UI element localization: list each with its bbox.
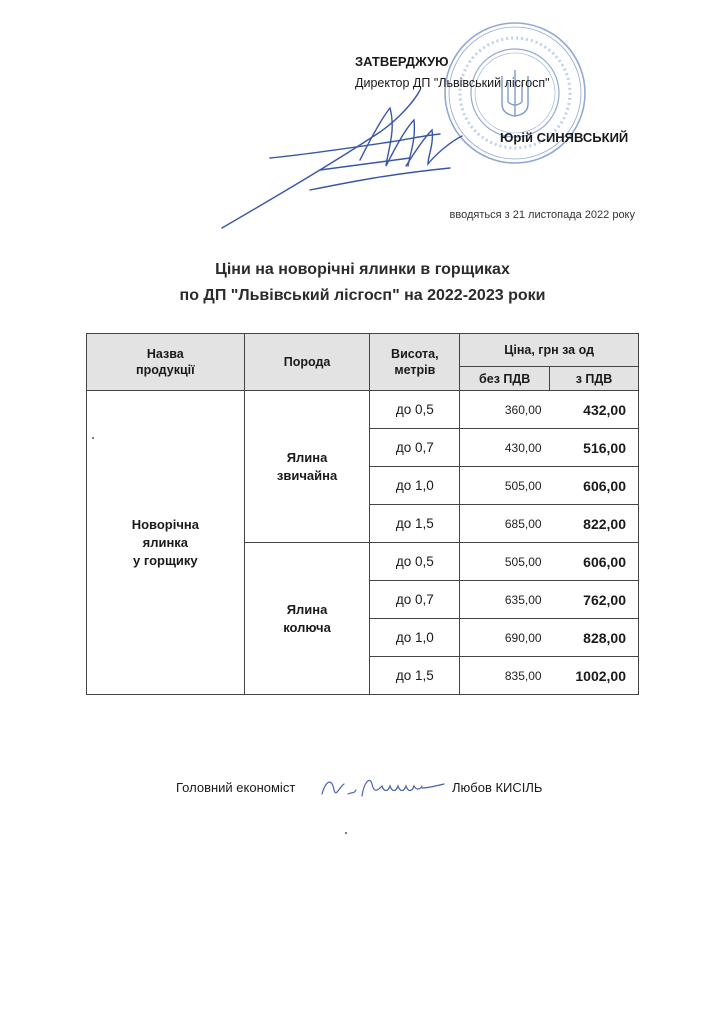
- height-cell: до 1,5: [370, 505, 460, 543]
- species-line1: Ялина: [286, 449, 328, 465]
- price-gross-cell: 822,00: [550, 505, 639, 543]
- scan-speck: [92, 437, 94, 439]
- height-cell: до 0,5: [370, 391, 460, 429]
- species-line2: колюча: [283, 619, 331, 635]
- header-height-line1: Висота,: [391, 347, 439, 361]
- director-name: Юрій СИНЯВСЬКИЙ: [500, 130, 629, 145]
- director-position: Директор ДП "Львівський лісгосп": [355, 76, 550, 90]
- header-product-line2: продукції: [136, 363, 195, 377]
- price-table: [86, 333, 639, 695]
- species-cell-blue-spruce: [244, 543, 370, 695]
- document-title-line1: Ціни на новорічні ялинки в горщиках: [215, 261, 510, 278]
- price-gross-cell: 1002,00: [550, 657, 639, 695]
- economist-signature: [318, 768, 448, 808]
- price-net-cell: 505,00: [460, 543, 550, 581]
- product-name-line1: Новорічна: [131, 516, 199, 532]
- header-product: [87, 334, 245, 391]
- document-title-line2: по ДП "Львівський лісгосп" на 2022-2023 роки: [179, 287, 546, 304]
- species-cell-common-spruce: [244, 391, 370, 543]
- price-gross-cell: 606,00: [550, 467, 639, 505]
- price-gross-cell: 828,00: [550, 619, 639, 657]
- height-cell: до 1,5: [370, 657, 460, 695]
- product-name-line3: у горщику: [132, 552, 198, 568]
- price-net-cell: 430,00: [460, 429, 550, 467]
- header-species: Порода: [244, 334, 370, 391]
- height-cell: до 1,0: [370, 467, 460, 505]
- header-height-line2: метрів: [394, 363, 436, 377]
- header-height: [370, 334, 460, 391]
- product-name-cell: [87, 391, 245, 695]
- height-cell: до 0,7: [370, 581, 460, 619]
- height-cell: до 0,5: [370, 543, 460, 581]
- height-cell: до 1,0: [370, 619, 460, 657]
- economist-position: Головний економіст: [176, 780, 296, 795]
- price-gross-cell: 762,00: [550, 581, 639, 619]
- price-net-cell: 690,00: [460, 619, 550, 657]
- price-net-cell: 685,00: [460, 505, 550, 543]
- table-row: [87, 391, 639, 429]
- species-line1: Ялина: [286, 601, 328, 617]
- scan-speck: [345, 832, 347, 834]
- price-gross-cell: 432,00: [550, 391, 639, 429]
- species-line2: звичайна: [276, 467, 338, 483]
- price-gross-cell: 516,00: [550, 429, 639, 467]
- header-product-line1: Назва: [146, 347, 184, 361]
- approval-heading: ЗАТВЕРДЖУЮ: [355, 54, 449, 69]
- price-net-cell: 360,00: [460, 391, 550, 429]
- price-net-cell: 635,00: [460, 581, 550, 619]
- price-gross-cell: 606,00: [550, 543, 639, 581]
- height-cell: до 0,7: [370, 429, 460, 467]
- product-name-line2: ялинка: [142, 534, 189, 550]
- economist-name: Любов КИСІЛЬ: [452, 780, 543, 795]
- price-net-cell: 505,00: [460, 467, 550, 505]
- effective-date: вводяться з 21 листопада 2022 року: [449, 209, 635, 221]
- header-price-gross: з ПДВ: [550, 367, 639, 391]
- price-net-cell: 835,00: [460, 657, 550, 695]
- director-signature: [210, 70, 470, 240]
- header-price: Ціна, грн за од: [460, 334, 639, 367]
- header-price-net: без ПДВ: [460, 367, 550, 391]
